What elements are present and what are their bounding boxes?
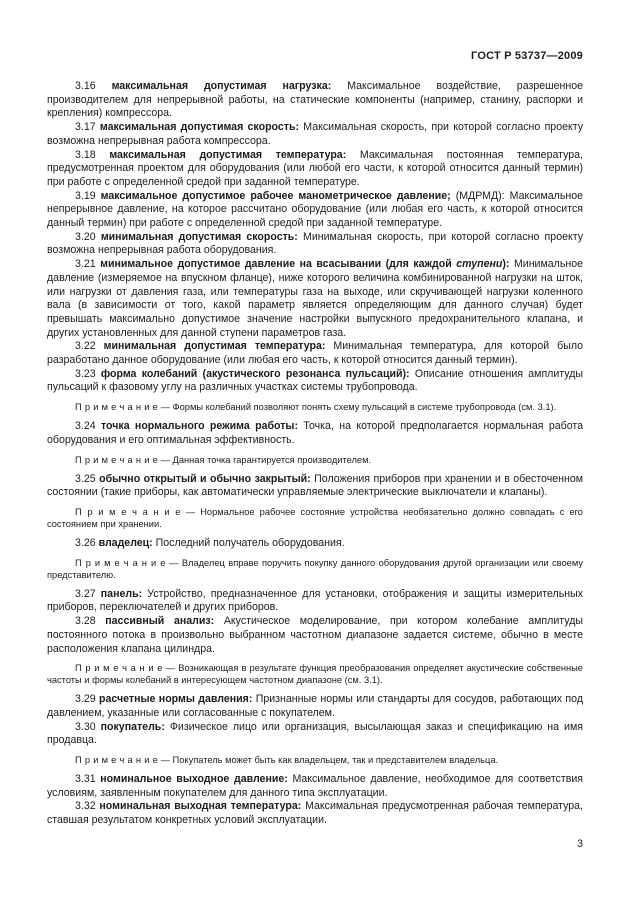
term-entry-3-31 <box>47 773 583 800</box>
term-entry-3-18 <box>47 149 583 190</box>
term-name-start: минимальное допустимое давление на всасывании (для каждой <box>100 258 452 271</box>
term-name: обычно открытый и обычно закрытый: <box>99 472 311 485</box>
entry-number: 3.22 <box>75 340 96 353</box>
term-definition: Точка, на которой предполагается нормальная работа оборудования и его оптимальная эффективность. <box>47 420 583 446</box>
term-entry-3-25 <box>47 473 583 500</box>
entry-number: 3.28 <box>75 615 96 628</box>
term-name: пассивный анализ: <box>105 615 215 628</box>
term-entry-3-20 <box>47 231 583 258</box>
note-3-24 <box>47 454 583 466</box>
term-name: точка нормального режима работы: <box>100 420 298 433</box>
term-definition: Положения приборов при хранении и в обесточенном состоянии (такие приборы, как автоматически управляемые электрические выключатели и клапаны). <box>47 472 583 499</box>
entry-number: 3.17 <box>75 121 96 134</box>
term-definition: Максимальная постоянная температура, предусмотренная проектом для оборудования (или любой его части, к которой относится данный термин) при работе с определенной средой при заданной температуре. <box>47 148 584 188</box>
entry-number: 3.30 <box>75 720 96 733</box>
term-definition: Минимальное давление (измеряемое на впускном фланце), ниже которого величина комбинированной нагрузки на шток, или нагрузки от давления газа, или температуры газа на выходе, или скручивающей нагрузки коленного вала (в зависимости от того, какой параметр является определяющим для данного случая) будет превышать максимально допустимое значение настройки выпускного предохранительного клапана, и других установленных для данной ступени параметров газа. <box>47 258 583 339</box>
term-name: максимальная допустимая скорость: <box>99 121 299 134</box>
term-definition: Максимальная скорость, при которой согласно проекту возможна непрерывная работа компрессора. <box>47 121 583 147</box>
term-definition: Максимальная предусмотренная рабочая температура, ставшая результатом конкретных условий эксплуатации. <box>47 800 583 827</box>
note-text: — Покупатель может быть как владельцем, так и представителем владельца. <box>160 755 499 766</box>
term-entry-3-26 <box>47 537 583 551</box>
document-body <box>47 80 583 850</box>
term-name: максимальная допустимая температура: <box>109 148 347 161</box>
term-name: максимальное допустимое рабочее манометрическое давление; <box>100 189 451 202</box>
term-entry-3-22 <box>47 340 583 367</box>
term-entry-3-19 <box>47 190 583 231</box>
term-definition: (МДРМД): Максимальное непрерывное давление, на которое рассчитано оборудование (или любая его часть, к которой относится данный термин) при работе с определенной средой при заданной температуре. <box>47 189 583 230</box>
note-3-23 <box>47 401 583 413</box>
term-definition: Устройство, предназначенное для установки, отображения и защиты измерительных приборов, переключателей и других приборов. <box>47 587 583 614</box>
note-label: П р и м е ч а н и е <box>75 506 181 517</box>
term-name <box>100 258 509 270</box>
note-label: П р и м е ч а н и е <box>75 557 166 568</box>
entry-number: 3.25 <box>75 472 96 485</box>
note-text: — Формы колебаний позволяют понять схему пульсаций в системе трубопровода (см. 3.1). <box>160 402 557 413</box>
term-name: расчетные нормы давления: <box>99 693 253 706</box>
note-label: П р и м е ч а н и е <box>75 663 163 674</box>
term-entry-3-16 <box>47 80 583 121</box>
term-name-emphasis: ступени <box>456 258 503 271</box>
note-label: П р и м е ч а н и е <box>75 755 159 766</box>
entry-number: 3.26 <box>75 536 96 549</box>
term-entry-3-32 <box>47 800 583 827</box>
entry-number: 3.29 <box>75 693 96 706</box>
term-name: владелец: <box>98 536 153 549</box>
note-text: — Нормальное рабочее состояние устройства необязательно должно совпадать с его состоянием при хранении. <box>47 506 583 529</box>
term-name: номинальное выходное давление: <box>100 773 288 786</box>
term-name: максимальная допустимая нагрузка: <box>111 80 332 92</box>
term-definition: Признанные нормы или стандарты для сосудов, работающих под давлением, указанные или согласованные с покупателем. <box>47 693 584 719</box>
note-3-28 <box>47 662 583 686</box>
term-definition: Описание отношения амплитуды пульсаций к фазовому углу на различных участках системы трубопровода. <box>47 367 583 394</box>
term-entry-3-28 <box>47 615 583 656</box>
note-3-30 <box>47 754 583 766</box>
term-entry-3-27 <box>47 588 583 615</box>
term-definition: Максимальное воздействие, разрешенное производителем для непрерывной работы, на статические компоненты (например, станину, распорки и крепления) компрессора. <box>47 80 583 120</box>
entry-number: 3.23 <box>75 367 96 380</box>
entry-number: 3.16 <box>75 80 96 92</box>
term-definition: Минимальная температура, для которой было разработано данное оборудование (или любая его часть, к которой относится данный термин). <box>47 340 584 367</box>
term-definition: Физическое лицо или организация, высылающая заказ и спецификацию на имя продавца. <box>47 720 583 747</box>
term-name: панель: <box>100 587 143 600</box>
term-name: минимальная допустимая температура: <box>103 340 326 353</box>
entry-number: 3.18 <box>75 148 96 161</box>
term-entry-3-21 <box>47 258 583 340</box>
term-entry-3-30 <box>47 721 583 748</box>
term-name: форма колебаний (акустического резонанса пульсаций): <box>100 367 410 380</box>
term-name: покупатель: <box>100 720 165 733</box>
entry-number: 3.21 <box>75 258 96 271</box>
term-entry-3-17 <box>47 121 583 148</box>
page-number: 3 <box>577 837 583 850</box>
note-3-25 <box>47 506 583 530</box>
entry-number: 3.20 <box>75 230 96 243</box>
note-text: — Данная точка гарантируется производителем. <box>160 454 372 465</box>
term-entry-3-23 <box>47 368 583 395</box>
note-text: — Владелец вправе поручить покупку данного оборудования другой организации или своему представителю. <box>47 557 583 580</box>
term-definition: Максимальное давление, необходимое для соответствия условиям, заявленным покупателем для данного типа эксплуатации. <box>47 773 583 799</box>
note-text: — Возникающая в результате функция преобразования определяет акустические собственные частоты и формы колебаний в интересующем частотном диапазоне (см. 3.1). <box>47 663 583 686</box>
entry-number: 3.31 <box>75 773 96 786</box>
term-name: номинальная выходная температура: <box>99 800 302 813</box>
note-label: П р и м е ч а н и е <box>75 454 159 465</box>
term-entry-3-24 <box>47 420 583 447</box>
term-entry-3-29 <box>47 693 583 720</box>
term-name: минимальная допустимая скорость: <box>100 230 298 243</box>
document-standard-header: ГОСТ Р 53737—2009 <box>471 50 583 62</box>
term-definition: Акустическое моделирование, при котором колебание амплитуды постоянного потока в произвольно выбранном частотном диапазоне задается системе, обычно в месте расположения клапана цилиндра. <box>47 615 583 655</box>
note-label: П р и м е ч а н и е <box>75 402 159 413</box>
term-definition: Минимальная скорость, при которой согласно проекту возможна непрерывная работа оборудования. <box>47 230 583 257</box>
entry-number: 3.27 <box>75 587 96 600</box>
note-3-26 <box>47 557 583 581</box>
term-definition: Последний получатель оборудования. <box>155 536 345 549</box>
entry-number: 3.24 <box>75 420 96 433</box>
entry-number: 3.32 <box>75 800 96 813</box>
entry-number: 3.19 <box>75 189 96 202</box>
term-name-end: ): <box>502 258 510 271</box>
